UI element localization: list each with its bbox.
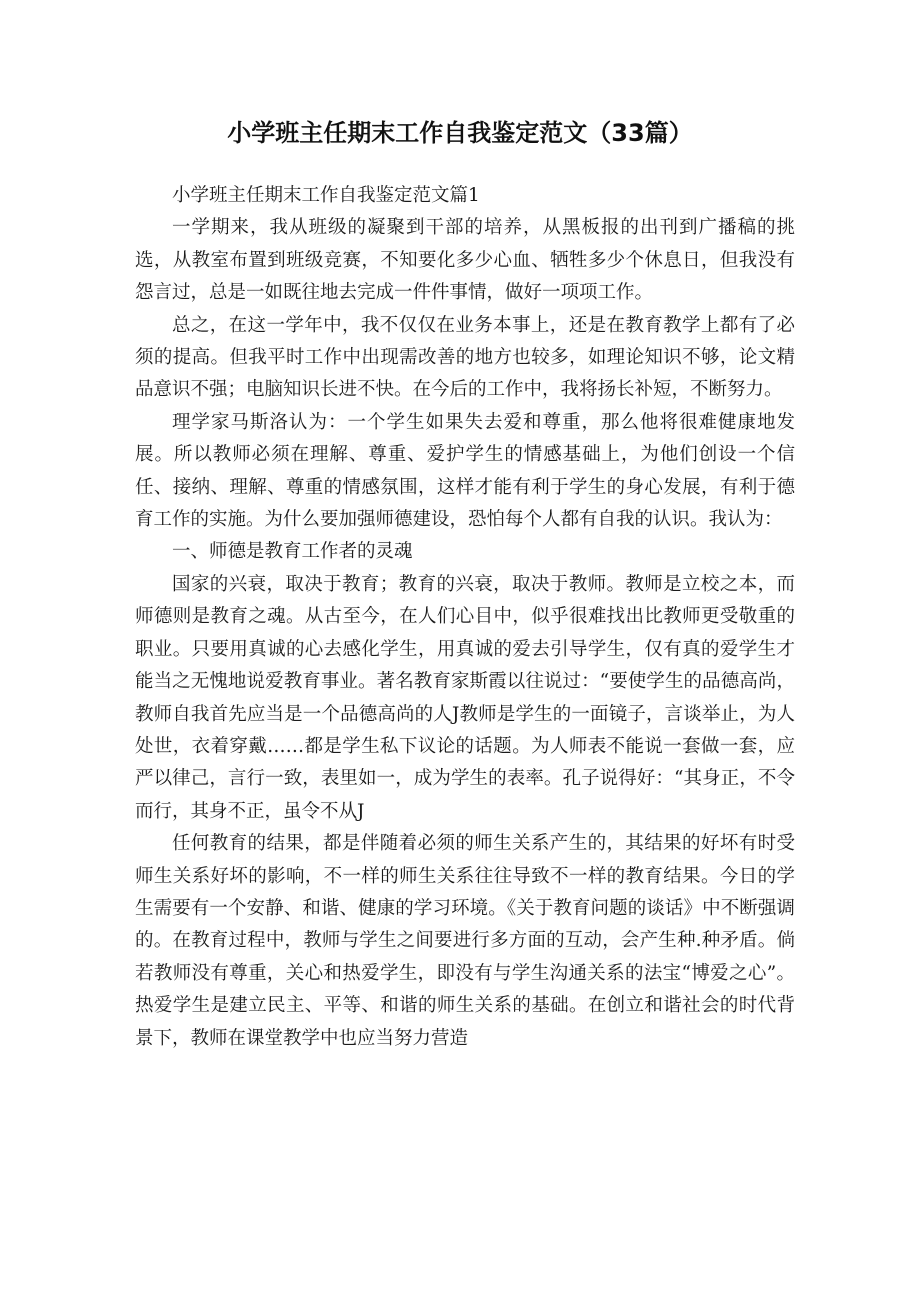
paragraph: 总之，在这一学年中，我不仅仅在业务本事上，还是在教育教学上都有了必须的提高。但我平时工作中出现需改善的地方也较多，如理论知识不够，论文精品意识不强；电脑知识长进不快。在今后的工作中，我将扬长补短，不断努力。 — [135, 314, 795, 401]
document-title: 小学班主任期末工作自我鉴定范文（33篇） — [227, 119, 693, 147]
paragraph: 理学家马斯洛认为：一个学生如果失去爱和尊重，那么他将很难健康地发展。所以教师必须在理解、尊重、爱护学生的情感基础上，为他们创设一个信任、接纳、理解、尊重的情感氛围，这样才能有利于学生的身心发展，有利于德育工作的实施。为什么要加强师德建设，恐怕每个人都有自我的认识。我认为： — [135, 411, 795, 531]
paragraph: 任何教育的结果，都是伴随着必须的师生关系产生的，其结果的好坏有时受师生关系好坏的影响，不一样的师生关系往往导致不一样的教育结果。今日的学生需要有一个安静、和谐、健康的学习环境。《关于教育问题的谈话》中不断强调的。在教育过程中，教师与学生之间要进行多方面的互动，会产生种.种矛盾。倘若教师没有尊重，关心和热爱学生，即没有与学生沟通关系的法宝“博爱之心”。热爱学生是建立民主、平等、和谐的师生关系的基础。在创立和谐社会的时代背景下，教师在课堂教学中也应当努力营造 — [135, 833, 795, 1049]
subsection-heading: 一、师德是教育工作者的灵魂 — [172, 541, 413, 563]
document-body — [135, 180, 795, 1055]
paragraph: 国家的兴衰，取决于教育；教育的兴衰，取决于教师。教师是立校之本，而师德则是教育之魂。从古至今，在人们心目中，似乎很难找出比教师更受敬重的职业。只要用真诚的心去感化学生，用真诚的爱去引导学生，仅有真的爱学生才能当之无愧地说爱教育事业。著名教育家斯霞以往说过：“要使学生的品德高尚，教师自我首先应当是一个品德高尚的人J教师是学生的一面镜子，言谈举止，为人处世，衣着穿戴……都是学生私下议论的话题。为人师表不能说一套做一套，应严以律己，言行一致，表里如一，成为学生的表率。孔子说得好：“其身正，不令而行，其身不正，虽令不从J — [135, 573, 795, 822]
paragraph: 一学期来，我从班级的凝聚到干部的培养，从黑板报的出刊到广播稿的挑选，从教室布置到班级竞赛，不知要化多少心血、牺牲多少个休息日，但我没有怨言过，总是一如既往地去完成一件件事情，做好一项项工作。 — [135, 217, 795, 304]
section-heading: 小学班主任期末工作自我鉴定范文篇1 — [172, 185, 480, 206]
